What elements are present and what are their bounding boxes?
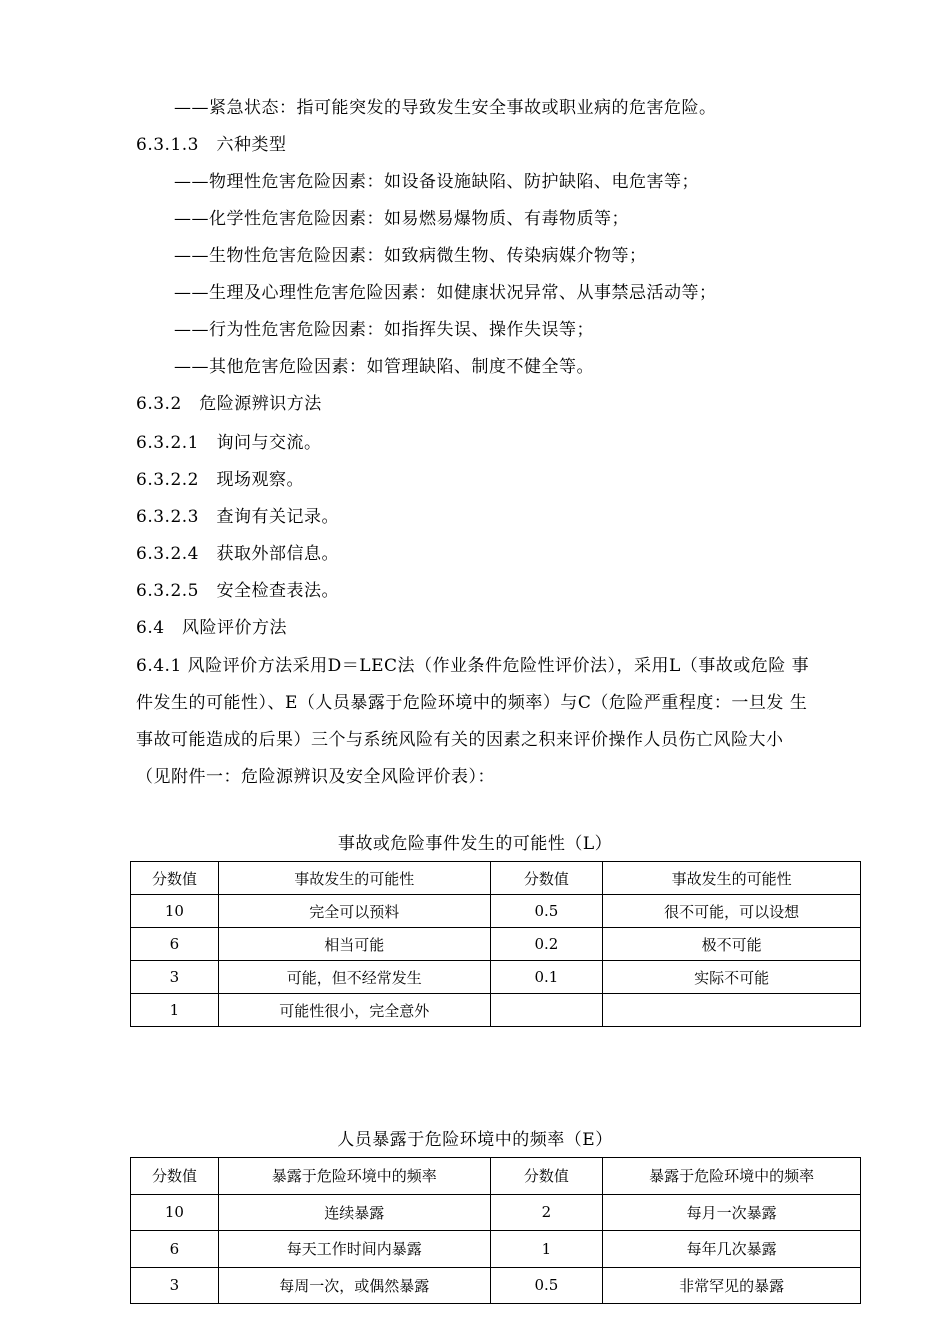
header-cell: 暴露于危险环境中的频率: [218, 1158, 490, 1195]
section-heading: 6.3.2.1 询问与交流。: [136, 433, 322, 453]
table-cell: 0.2: [490, 928, 603, 961]
section-heading: 6.3.2.5 安全检查表法。: [136, 581, 339, 601]
text-line: ——生物性危害危险因素：如致病微生物、传染病媒介物等；: [174, 246, 647, 266]
section-heading: 6.3.2 危险源辨识方法: [136, 394, 322, 414]
table-cell: 6: [131, 928, 219, 961]
paragraph-line: 6.4.1 风险评价方法采用D＝LEC法（作业条件危险性评价法），采用L（事故或危险 事: [136, 656, 810, 676]
table-cell: 每年几次暴露: [603, 1231, 861, 1268]
table-cell: 1: [131, 994, 219, 1027]
table-cell: 可能性很小，完全意外: [218, 994, 490, 1027]
table-row: [131, 961, 861, 994]
table-caption: 人员暴露于危险环境中的频率（E）: [337, 1130, 613, 1150]
header-cell: 分数值: [131, 1158, 219, 1195]
table-row: [131, 895, 861, 928]
header-cell: 暴露于危险环境中的频率: [603, 1158, 861, 1195]
text-line: ——生理及心理性危害危险因素：如健康状况异常、从事禁忌活动等；: [174, 283, 717, 303]
table-header-row: [131, 1158, 861, 1195]
header-cell: 事故发生的可能性: [218, 862, 490, 895]
paragraph-line: 事故可能造成的后果）三个与系统风险有关的因素之积来评价操作人员伤亡风险大小: [136, 730, 784, 750]
table-cell: 极不可能: [603, 928, 861, 961]
table-cell: 10: [131, 1194, 219, 1231]
header-cell: 分数值: [490, 1158, 603, 1195]
table-caption: 事故或危险事件发生的可能性（L）: [337, 834, 613, 854]
section-heading: 6.4 风险评价方法: [136, 618, 288, 638]
paragraph-line: （见附件一：危险源辨识及安全风险评价表）：: [136, 767, 495, 787]
table-cell: 每周一次，或偶然暴露: [218, 1267, 490, 1304]
table-cell: 相当可能: [218, 928, 490, 961]
table-row: [131, 994, 861, 1027]
exposure-table: [130, 1157, 861, 1304]
table-cell: 10: [131, 895, 219, 928]
paragraph-line: 件发生的可能性）、E（人员暴露于危险环境中的频率）与C（危险严重程度：一旦发 生: [136, 693, 808, 713]
header-cell: 分数值: [490, 862, 603, 895]
table-cell: 完全可以预料: [218, 895, 490, 928]
text-line: ——物理性危害危险因素：如设备设施缺陷、防护缺陷、电危害等；: [174, 172, 699, 192]
table-cell: 0.1: [490, 961, 603, 994]
table-cell: 1: [490, 1231, 603, 1268]
table-cell: 6: [131, 1231, 219, 1268]
table-cell: 3: [131, 1267, 219, 1304]
table-cell: 0.5: [490, 895, 603, 928]
table-cell: 0.5: [490, 1267, 603, 1304]
table-cell: 每月一次暴露: [603, 1194, 861, 1231]
section-heading: 6.3.2.3 查询有关记录。: [136, 507, 339, 527]
table-header-row: [131, 862, 861, 895]
table-cell: 每天工作时间内暴露: [218, 1231, 490, 1268]
header-cell: 事故发生的可能性: [603, 862, 861, 895]
table-row: [131, 928, 861, 961]
table-row: [131, 1267, 861, 1304]
table-cell: 3: [131, 961, 219, 994]
header-cell: 分数值: [131, 862, 219, 895]
table-row: [131, 1231, 861, 1268]
text-line: ——化学性危害危险因素：如易燃易爆物质、有毒物质等；: [174, 209, 629, 229]
table-cell: [490, 994, 603, 1027]
table-row: [131, 1194, 861, 1231]
table-cell: 可能，但不经常发生: [218, 961, 490, 994]
table-cell: 2: [490, 1194, 603, 1231]
text-line: ——其他危害危险因素：如管理缺陷、制度不健全等。: [174, 357, 594, 377]
text-line: ——紧急状态：指可能突发的导致发生安全事故或职业病的危害危险。: [174, 98, 717, 118]
section-heading: 6.3.1.3 六种类型: [136, 135, 287, 155]
likelihood-table: [130, 861, 861, 1027]
text-line: ——行为性危害危险因素：如指挥失误、操作失误等；: [174, 320, 594, 340]
table-cell: 非常罕见的暴露: [603, 1267, 861, 1304]
table-cell: [603, 994, 861, 1027]
table-cell: 实际不可能: [603, 961, 861, 994]
table-cell: 连续暴露: [218, 1194, 490, 1231]
table-cell: 很不可能，可以设想: [603, 895, 861, 928]
section-heading: 6.3.2.2 现场观察。: [136, 470, 304, 490]
section-heading: 6.3.2.4 获取外部信息。: [136, 544, 339, 564]
